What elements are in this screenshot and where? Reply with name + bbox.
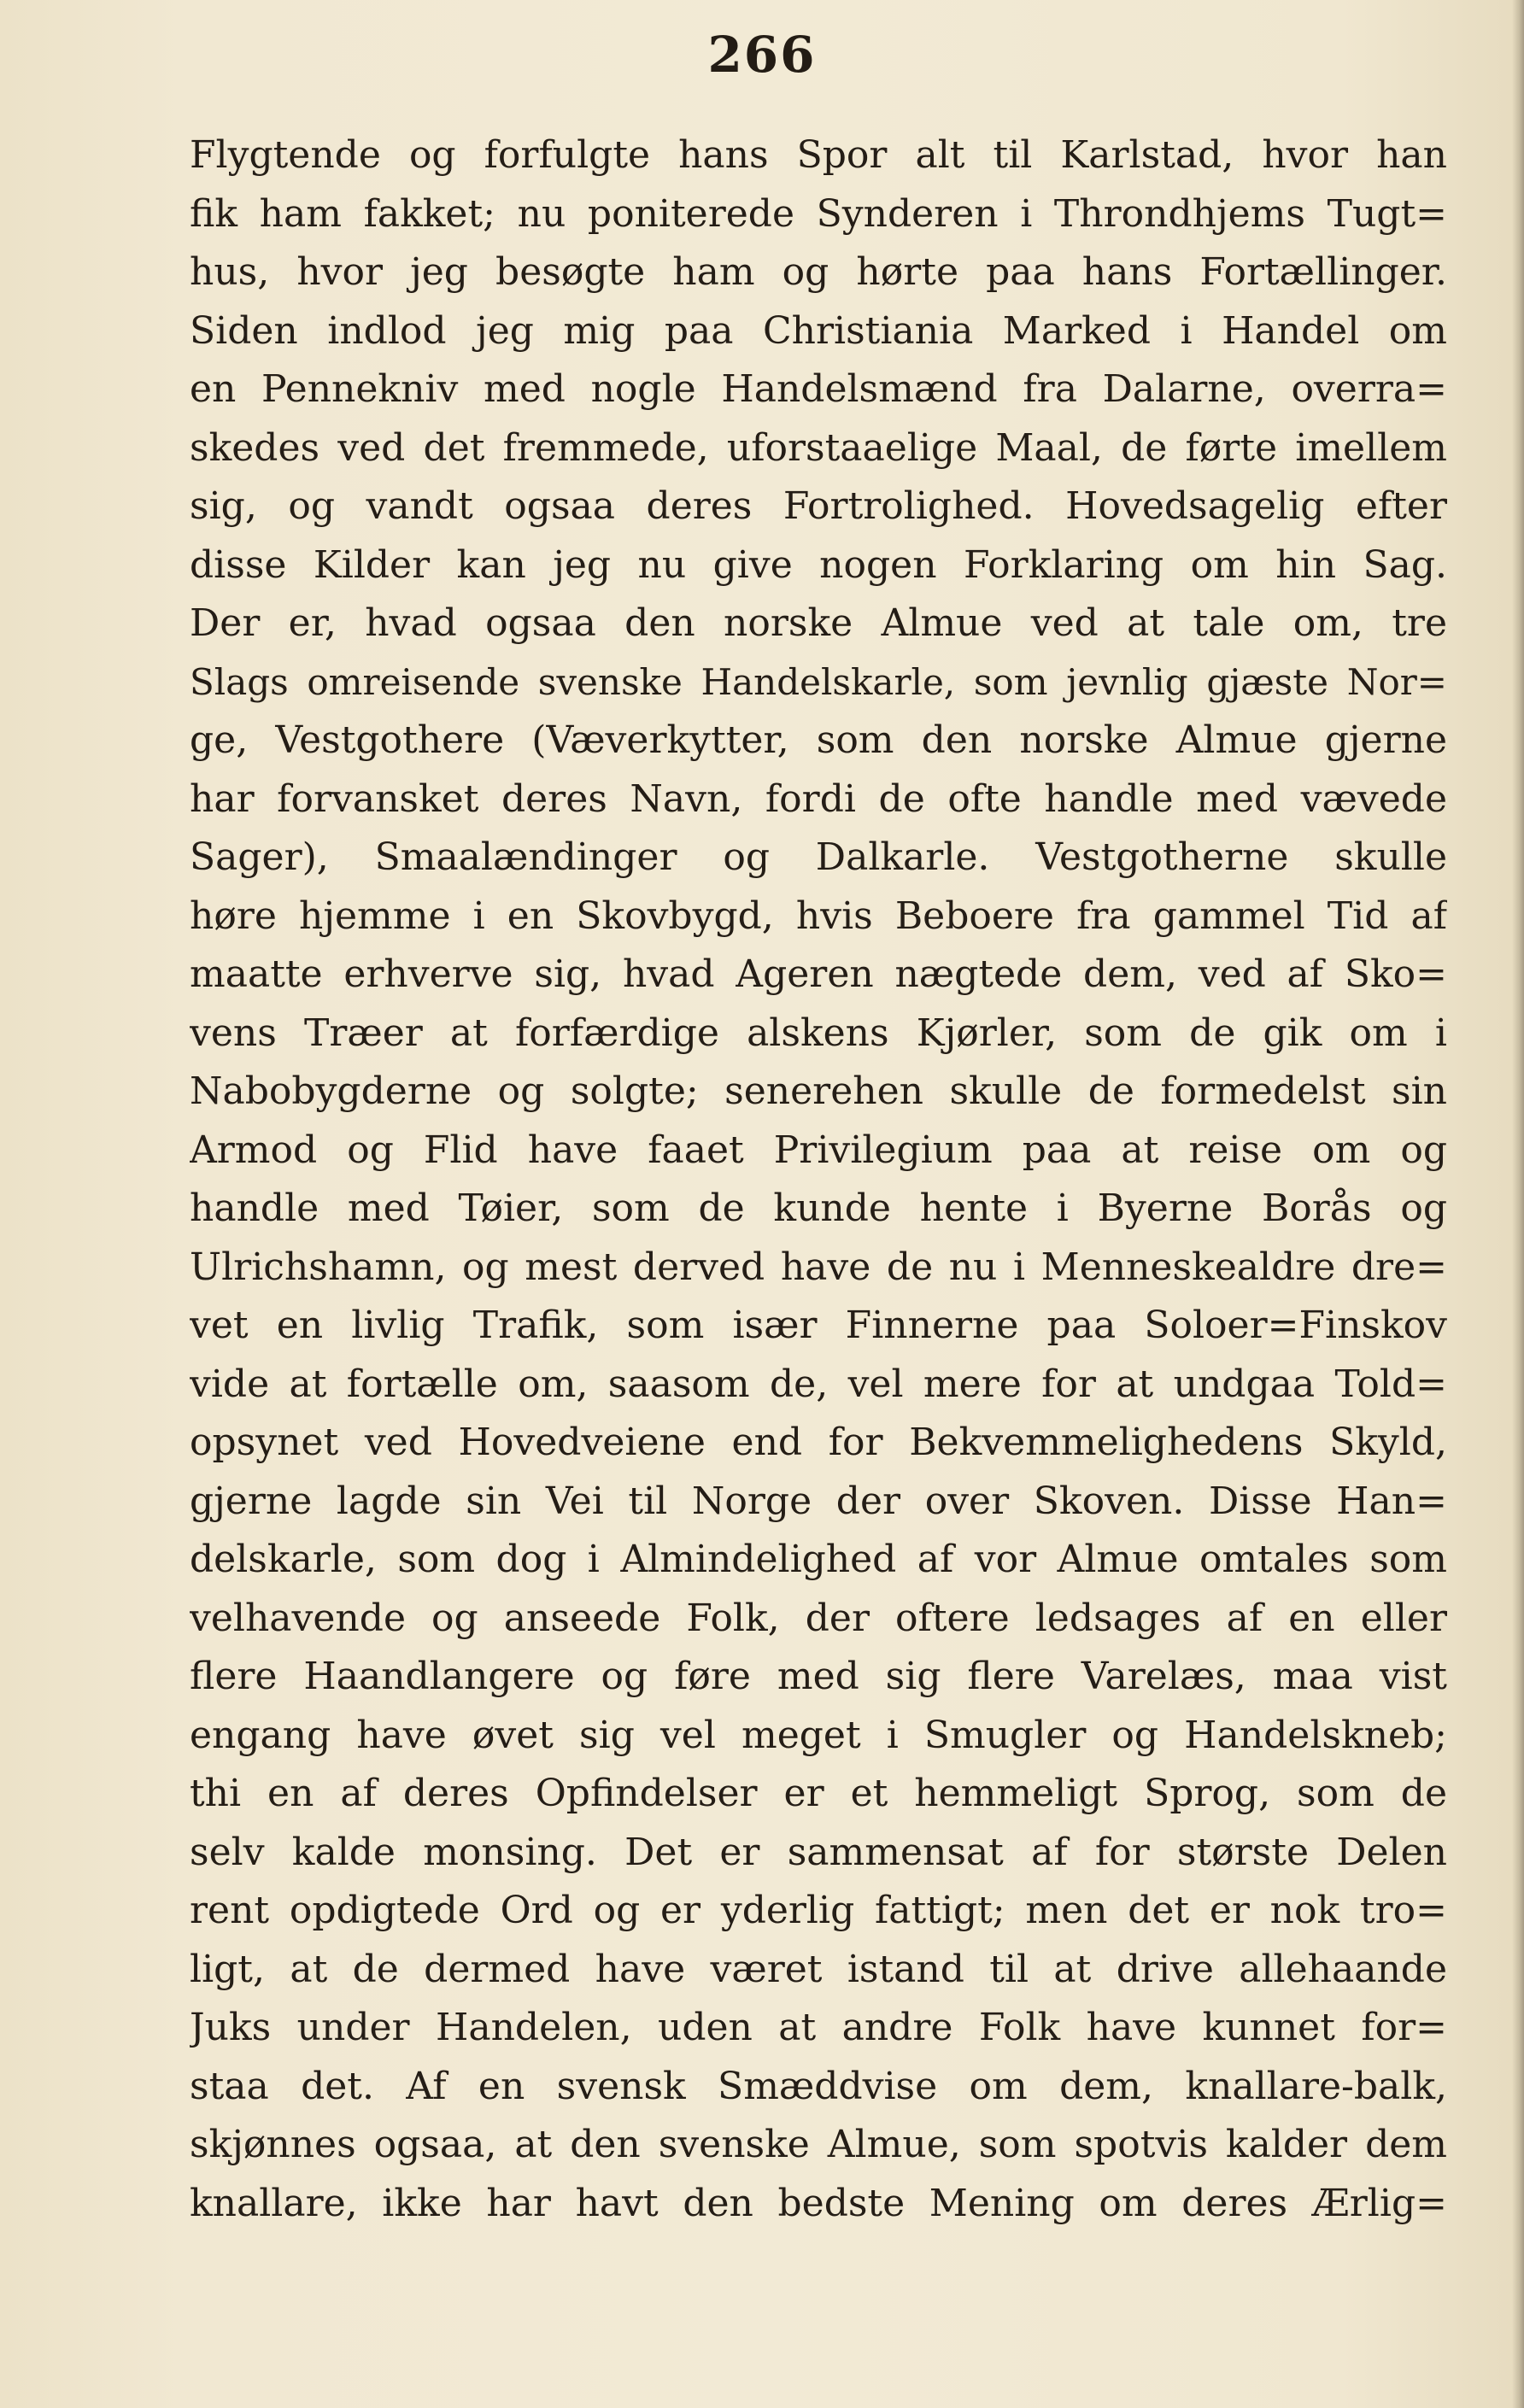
text-line: Der er, hvad ogsaa den norske Almue ved at tale om, tre [190, 601, 1447, 645]
text-line: Slags omreisende svenske Handelskarle, som jevnlig gjæste Nor= [190, 660, 1447, 703]
text-line: Flygtende og forfulgte hans Spor alt til Karlstad, hvor han [190, 133, 1447, 177]
text-line: rent opdigtede Ord og er yderlig fattigt; men det er nok tro= [190, 1889, 1447, 1932]
text-line: engang have øvet sig vel meget i Smugler og Handelskneb; [190, 1713, 1447, 1757]
text-line: thi en af deres Opfindelser er et hemmeligt Sprog, som de [190, 1772, 1447, 1815]
text-line: handle med Tøier, som de kunde hente i Byerne Borås og [190, 1186, 1447, 1230]
text-line: skedes ved det fremmede, uforstaaelige Maal, de førte imellem [190, 425, 1447, 470]
text-line: Juks under Handelen, uden at andre Folk have kunnet for= [190, 2006, 1447, 2049]
text-line: velhavende og anseede Folk, der oftere ledsages af en eller [190, 1596, 1447, 1640]
page-number: 266 [707, 26, 817, 84]
body-text [190, 126, 1447, 2233]
text-line: Sager), Smaalændinger og Dalkarle. Vestgotherne skulle [190, 835, 1447, 879]
text-line: har forvansket deres Navn, fordi de ofte handle med vævede [190, 776, 1447, 821]
page-edge-shadow [1512, 0, 1524, 2408]
text-line: ge, Vestgothere (Væverkytter, som den norske Almue gjerne [190, 718, 1447, 762]
text-line: fik ham fakket; nu poniterede Synderen i Throndhjems Tugt= [190, 191, 1447, 236]
text-line: delskarle, som dog i Almindelighed af vor Almue omtales som [190, 1538, 1447, 1581]
text-line: Ulrichshamn, og mest derved have de nu i Menneskealdre dre= [190, 1245, 1447, 1289]
text-line: vet en livlig Trafik, som især Finnerne paa Soloer=Finskov [190, 1304, 1447, 1347]
text-line: disse Kilder kan jeg nu give nogen Forklaring om hin Sag. [190, 542, 1447, 587]
text-line: høre hjemme i en Skovbygd, hvis Beboere fra gammel Tid af [190, 893, 1447, 938]
text-line: sig, og vandt ogsaa deres Fortrolighed. Hovedsagelig efter [190, 484, 1447, 528]
text-line: Nabobygderne og solgte; senerehen skulle de formedelst sin [190, 1069, 1447, 1113]
text-line: hus, hvor jeg besøgte ham og hørte paa hans Fortællinger. [190, 250, 1447, 294]
text-line: knallare, ikke har havt den bedste Mening om deres Ærlig= [190, 2181, 1447, 2225]
text-line: selv kalde monsing. Det er sammensat af for største Delen [190, 1830, 1447, 1874]
text-line: flere Haandlangere og føre med sig flere Varelæs, maa vist [190, 1655, 1447, 1698]
text-line: skjønnes ogsaa, at den svenske Almue, som spotvis kalder dem [190, 2123, 1447, 2166]
text-line: ligt, at de dermed have været istand til at drive allehaande [190, 1947, 1447, 1991]
text-line: gjerne lagde sin Vei til Norge der over Skoven. Disse Han= [190, 1479, 1447, 1523]
text-line: vens Træer at forfærdige alskens Kjørler, som de gik om i [190, 1011, 1447, 1055]
text-line: Siden indlod jeg mig paa Christiania Marked i Handel om [190, 308, 1447, 353]
text-line: Armod og Flid have faaet Privilegium paa at reise om og [190, 1128, 1447, 1172]
text-line: opsynet ved Hovedveiene end for Bekvemmelighedens Skyld, [190, 1421, 1447, 1464]
text-line: vide at fortælle om, saasom de, vel mere for at undgaa Told= [190, 1362, 1447, 1406]
text-line: maatte erhverve sig, hvad Ageren nægtede dem, ved af Sko= [190, 952, 1447, 996]
text-line: staa det. Af en svensk Smæddvise om dem, knallare-balk, [190, 2064, 1447, 2108]
text-line: en Pennekniv med nogle Handelsmænd fra Dalarne, overra= [190, 367, 1447, 411]
